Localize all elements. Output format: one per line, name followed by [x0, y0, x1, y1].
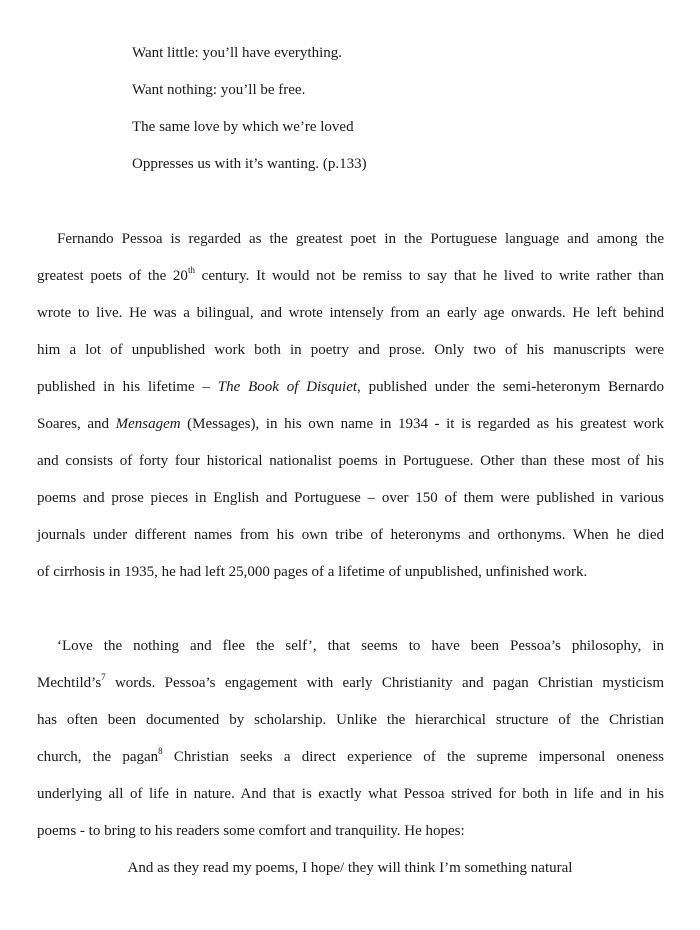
text-line: of cirrhosis in 1935, he had left 25,000 pages of a lifetime of unpublished, unfinished work.: [37, 564, 588, 580]
poem-line: Want nothing: you’ll be free.: [132, 82, 306, 98]
text-line: wrote to live. He was a bilingual, and wrote intensely from an early age onwards. He left behind: [37, 305, 664, 321]
text-line: Fernando Pessoa is regarded as the greatest poet in the Portuguese language and among the: [57, 231, 664, 247]
text-line: ‘Love the nothing and flee the self’, that seems to have been Pessoa’s philosophy, in: [57, 638, 664, 654]
footnote-marker: 7: [101, 672, 106, 682]
text-line: greatest poets of the 20th century. It would not be remiss to say that he lived to write rather than: [37, 265, 664, 284]
text-line: $Mechtild’s^7$ words. Pessoa’s engagement with early Christianity and pagan Christian mysticism: [37, 672, 664, 691]
footnote-marker: 8: [158, 746, 163, 756]
superscript: th: [187, 265, 195, 275]
quoted-verse: And as they read my poems, I hope/ they will think I’m something natural: [127, 860, 573, 876]
text-line: published in his lifetime – The Book of Disquiet, published under the semi-heteronym Bernardo: [37, 379, 664, 395]
text-line: poems - to bring to his readers some comfort and tranquility. He hopes:: [37, 823, 465, 839]
text-line: him a lot of unpublished work both in poetry and prose. Only two of his manuscripts were: [37, 342, 664, 358]
book-title: Mensagem: [115, 416, 181, 432]
text-line: has often been documented by scholarship. Unlike the hierarchical structure of the Christian: [37, 712, 664, 728]
text-line: poems and prose pieces in English and Portuguese – over 150 of them were published in various: [37, 490, 664, 506]
poem-line: Want little: you’ll have everything.: [132, 45, 342, 61]
text-line: Soares, and Mensagem (Messages), in his own name in 1934 - it is regarded as his greatest work: [37, 416, 664, 432]
text-line: journals under different names from his own tribe of heteronyms and orthonyms. When he died: [37, 527, 664, 543]
poem-line: The same love by which we’re loved: [132, 119, 354, 135]
poem-line: Oppresses us with it’s wanting. (p.133): [132, 156, 367, 172]
text-line: and consists of forty four historical nationalist poems in Portuguese. Other than these most of his: [37, 453, 664, 469]
text-line: underlying all of life in nature. And that is exactly what Pessoa strived for both in life and in his: [37, 786, 664, 802]
book-title: The Book of Disquiet: [217, 379, 358, 395]
text-line: church, the pagan$^8$ Christian seeks a direct experience of the supreme impersonal oneness: [37, 746, 664, 765]
